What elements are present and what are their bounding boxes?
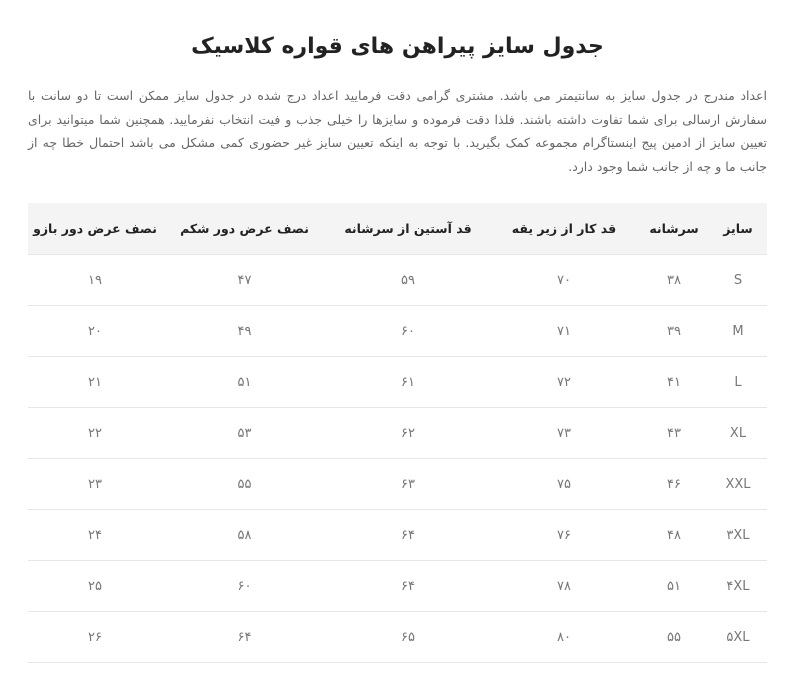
table-cell: ۷۸ <box>489 561 639 612</box>
table-cell: ۵۵ <box>162 459 327 510</box>
table-cell: ۲۳ <box>28 459 162 510</box>
table-cell: ۷۳ <box>489 408 639 459</box>
table-cell: L <box>709 357 767 408</box>
table-cell: ۶۲ <box>327 408 489 459</box>
header-waist: نصف عرض دور شکم <box>180 221 309 236</box>
table-cell: ۶۴ <box>327 510 489 561</box>
table-cell: ۶۳ <box>327 459 489 510</box>
table-cell: ۲۶ <box>28 612 162 663</box>
table-cell: ۵۵ <box>639 612 709 663</box>
table-header-row <box>28 203 767 255</box>
table-cell: S <box>709 255 767 306</box>
table-row <box>28 510 767 561</box>
table-cell: ۲۰ <box>28 306 162 357</box>
table-cell: ۷۶ <box>489 510 639 561</box>
table-cell: ۵۳ <box>162 408 327 459</box>
table-cell: ۶۵ <box>327 612 489 663</box>
size-table <box>28 203 767 663</box>
table-cell: ۵XL <box>709 612 767 663</box>
table-cell: XL <box>709 408 767 459</box>
table-row <box>28 561 767 612</box>
table-cell: ۴XL <box>709 561 767 612</box>
table-cell: ۴۳ <box>639 408 709 459</box>
table-row <box>28 612 767 663</box>
table-cell: ۷۰ <box>489 255 639 306</box>
table-cell: ۶۰ <box>162 561 327 612</box>
size-description: اعداد مندرج در جدول سایز به سانتیمتر می باشد. مشتری گرامی دقت فرمایید اعداد درج شده در جدول سایز ممکن است تا دو سانت با سفارش ارسالی برای شما تفاوت داشته باشند. فلذا دقت فرموده و سایزها را خیلی جذب و فیت انتخاب نفرمایید. همچنین شما میتوانید برای تعیین سایز از ادمین پیج اینستاگرام مجموعه کمک بگیرید. با توجه به اینکه تعیین سایز غیر حضوری کمی مشکل می باشد احتمال خطا چه از جانب ما و چه از جانب شما وجود دارد. <box>28 88 767 174</box>
table-cell: M <box>709 306 767 357</box>
table-cell: ۴۸ <box>639 510 709 561</box>
table-cell: XXL <box>709 459 767 510</box>
table-cell: ۷۵ <box>489 459 639 510</box>
table-cell: ۶۴ <box>327 561 489 612</box>
header-arm: نصف عرض دور بازو <box>33 221 157 236</box>
table-row <box>28 459 767 510</box>
table-cell: ۵۸ <box>162 510 327 561</box>
table-row <box>28 357 767 408</box>
table-cell: ۲۲ <box>28 408 162 459</box>
header-size: سایز <box>723 221 753 236</box>
table-cell: ۴۷ <box>162 255 327 306</box>
table-cell: ۷۱ <box>489 306 639 357</box>
table-cell: ۲۴ <box>28 510 162 561</box>
table-cell: ۶۰ <box>327 306 489 357</box>
table-cell: ۴۹ <box>162 306 327 357</box>
table-cell: ۷۲ <box>489 357 639 408</box>
table-cell: ۱۹ <box>28 255 162 306</box>
table-cell: ۶۱ <box>327 357 489 408</box>
table-cell: ۲۵ <box>28 561 162 612</box>
table-cell: ۵۱ <box>162 357 327 408</box>
header-sleeve: قد آستین از سرشانه <box>344 221 472 236</box>
table-cell: ۵۹ <box>327 255 489 306</box>
table-row <box>28 306 767 357</box>
table-cell: ۴۶ <box>639 459 709 510</box>
table-row <box>28 408 767 459</box>
size-table-container <box>28 203 767 663</box>
table-cell: ۸۰ <box>489 612 639 663</box>
table-cell: ۳۸ <box>639 255 709 306</box>
table-row <box>28 255 767 306</box>
table-cell: ۳۹ <box>639 306 709 357</box>
header-shoulder: سرشانه <box>649 221 699 236</box>
table-cell: ۳XL <box>709 510 767 561</box>
page-title: جدول سایز پیراهن های قواره کلاسیک <box>191 34 604 59</box>
header-length: قد کار از زیر یقه <box>511 221 617 236</box>
table-cell: ۶۴ <box>162 612 327 663</box>
table-cell: ۵۱ <box>639 561 709 612</box>
table-cell: ۲۱ <box>28 357 162 408</box>
table-cell: ۴۱ <box>639 357 709 408</box>
